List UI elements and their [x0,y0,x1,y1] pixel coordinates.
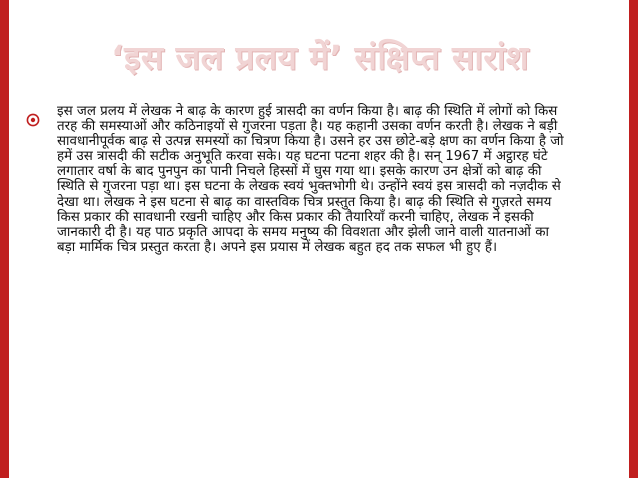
target-bullet-icon [26,113,40,127]
slide-title: ‘इस जल प्रलय में’ संक्षिप्त सारांश [111,38,529,77]
slide-body-text: इस जल प्रलय में लेखक ने बाढ़ के कारण हुई त्रासदी का वर्णन किया है। बाढ़ की स्थिति में लोगों को किस तरह की समस्याओं और कठिनाइयों से गुजरना पड़ता है। यह कहानी उसका वर्णन करती है। लेखक ने बड़ी सावधानीपूर्वक बाढ़ से उत्पन्न समस्यों का चित्रण किया है। उसने हर उस छोटे-बड़े क्षण का वर्णन किया है जो हमें उस त्रासदी की सटीक अनुभूति करवा सके। यह घटना पटना शहर की है। सन् 1967 में अट्ठारह घंटे लगातार वर्षा के बाद पुनपुन का पानी निचले हिस्सों में घुस गया था। इसके कारण उन क्षेत्रों को बाढ़ की स्थिति से गुजरना पड़ा था। इस घटना के लेखक स्वयं भुक्तभोगी थे। उन्होंने स्वयं इस त्रासदी को नज़दीक से देखा था। लेखक ने इस घटना से बाढ़ का वास्तविक चित्र प्रस्तुत किया है। बाढ़ की स्थिति से गुज़रते समय किस प्रकार की सावधानी रखनी चाहिए और किस प्रकार की तैयारियाँ करनी चाहिए, लेखक ने इसकी जानकारी दी है। यह पाठ प्रकृति आपदा के समय मनुष्य की विवशता और झेली जाने वाली यातनाओं का बड़ा मार्मिक चित्र प्रस्तुत करता है। अपने इस प्रयास में लेखक बहुत हद तक सफल भी हुए हैं। [57,104,564,255]
left-accent-bar [0,0,9,478]
right-accent-bar [629,0,638,478]
